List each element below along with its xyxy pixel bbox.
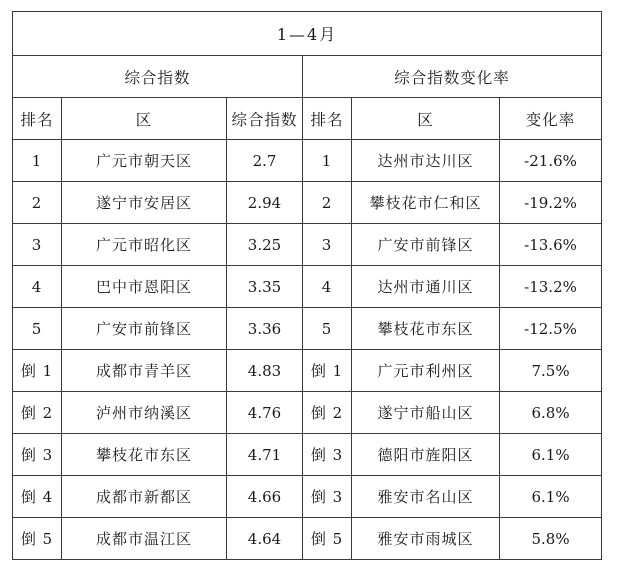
rank-b-cell: 倒 2 bbox=[303, 392, 352, 434]
table-title: 1—4月 bbox=[13, 12, 602, 56]
district-b-cell: 达州市达川区 bbox=[352, 140, 500, 182]
table-row bbox=[13, 266, 602, 308]
rank-a-cell: 倒 1 bbox=[13, 350, 62, 392]
group-header-change-rate: 综合指数变化率 bbox=[303, 56, 602, 98]
district-a-cell: 攀枝花市东区 bbox=[62, 434, 227, 476]
index-value-cell: 4.83 bbox=[227, 350, 303, 392]
table-row bbox=[13, 518, 602, 560]
rank-b-cell: 1 bbox=[303, 140, 352, 182]
index-value-cell: 2.7 bbox=[227, 140, 303, 182]
table-row bbox=[13, 182, 602, 224]
rank-b-cell: 2 bbox=[303, 182, 352, 224]
change-rate-cell: 6.1% bbox=[500, 476, 602, 518]
index-value-cell: 4.64 bbox=[227, 518, 303, 560]
group-header-composite-index: 综合指数 bbox=[13, 56, 303, 98]
change-rate-cell: 6.8% bbox=[500, 392, 602, 434]
index-value-cell: 3.36 bbox=[227, 308, 303, 350]
change-rate-cell: -13.6% bbox=[500, 224, 602, 266]
district-b-cell: 攀枝花市仁和区 bbox=[352, 182, 500, 224]
change-rate-cell: -12.5% bbox=[500, 308, 602, 350]
rank-b-cell: 倒 1 bbox=[303, 350, 352, 392]
rank-a-cell: 2 bbox=[13, 182, 62, 224]
change-rate-cell: 7.5% bbox=[500, 350, 602, 392]
change-rate-cell: 6.1% bbox=[500, 434, 602, 476]
rank-a-cell: 1 bbox=[13, 140, 62, 182]
index-value-cell: 4.76 bbox=[227, 392, 303, 434]
index-value-cell: 3.25 bbox=[227, 224, 303, 266]
change-rate-cell: -21.6% bbox=[500, 140, 602, 182]
table-row bbox=[13, 350, 602, 392]
district-b-cell: 德阳市旌阳区 bbox=[352, 434, 500, 476]
title-row bbox=[13, 12, 602, 56]
district-b-cell: 攀枝花市东区 bbox=[352, 308, 500, 350]
rank-b-cell: 倒 3 bbox=[303, 434, 352, 476]
column-header-rank-a: 排名 bbox=[13, 98, 62, 140]
column-header-index: 综合指数 bbox=[227, 98, 303, 140]
rank-b-cell: 倒 3 bbox=[303, 476, 352, 518]
table-row bbox=[13, 434, 602, 476]
table-row bbox=[13, 392, 602, 434]
district-b-cell: 广元市利州区 bbox=[352, 350, 500, 392]
table-row bbox=[13, 140, 602, 182]
district-a-cell: 遂宁市安居区 bbox=[62, 182, 227, 224]
index-value-cell: 4.71 bbox=[227, 434, 303, 476]
change-rate-cell: 5.8% bbox=[500, 518, 602, 560]
district-b-cell: 广安市前锋区 bbox=[352, 224, 500, 266]
district-a-cell: 成都市温江区 bbox=[62, 518, 227, 560]
rank-b-cell: 5 bbox=[303, 308, 352, 350]
district-a-cell: 泸州市纳溪区 bbox=[62, 392, 227, 434]
column-header-change: 变化率 bbox=[500, 98, 602, 140]
district-a-cell: 广安市前锋区 bbox=[62, 308, 227, 350]
rank-a-cell: 3 bbox=[13, 224, 62, 266]
group-header-row bbox=[13, 56, 602, 98]
change-rate-cell: -19.2% bbox=[500, 182, 602, 224]
rank-b-cell: 3 bbox=[303, 224, 352, 266]
change-rate-cell: -13.2% bbox=[500, 266, 602, 308]
index-value-cell: 4.66 bbox=[227, 476, 303, 518]
district-b-cell: 雅安市雨城区 bbox=[352, 518, 500, 560]
district-a-cell: 巴中市恩阳区 bbox=[62, 266, 227, 308]
table-row bbox=[13, 224, 602, 266]
district-b-cell: 雅安市名山区 bbox=[352, 476, 500, 518]
rank-a-cell: 倒 5 bbox=[13, 518, 62, 560]
district-a-cell: 广元市朝天区 bbox=[62, 140, 227, 182]
rank-a-cell: 5 bbox=[13, 308, 62, 350]
index-value-cell: 2.94 bbox=[227, 182, 303, 224]
column-header-rank-b: 排名 bbox=[303, 98, 352, 140]
rank-a-cell: 倒 3 bbox=[13, 434, 62, 476]
column-header-row bbox=[13, 98, 602, 140]
ranking-table bbox=[12, 11, 602, 560]
rank-b-cell: 4 bbox=[303, 266, 352, 308]
district-a-cell: 广元市昭化区 bbox=[62, 224, 227, 266]
rank-a-cell: 倒 4 bbox=[13, 476, 62, 518]
table-row bbox=[13, 308, 602, 350]
table-body bbox=[13, 12, 602, 560]
table-row bbox=[13, 476, 602, 518]
index-value-cell: 3.35 bbox=[227, 266, 303, 308]
district-b-cell: 达州市通川区 bbox=[352, 266, 500, 308]
district-a-cell: 成都市新都区 bbox=[62, 476, 227, 518]
district-a-cell: 成都市青羊区 bbox=[62, 350, 227, 392]
rank-b-cell: 倒 5 bbox=[303, 518, 352, 560]
rank-a-cell: 倒 2 bbox=[13, 392, 62, 434]
column-header-district-a: 区 bbox=[62, 98, 227, 140]
column-header-district-b: 区 bbox=[352, 98, 500, 140]
district-b-cell: 遂宁市船山区 bbox=[352, 392, 500, 434]
rank-a-cell: 4 bbox=[13, 266, 62, 308]
